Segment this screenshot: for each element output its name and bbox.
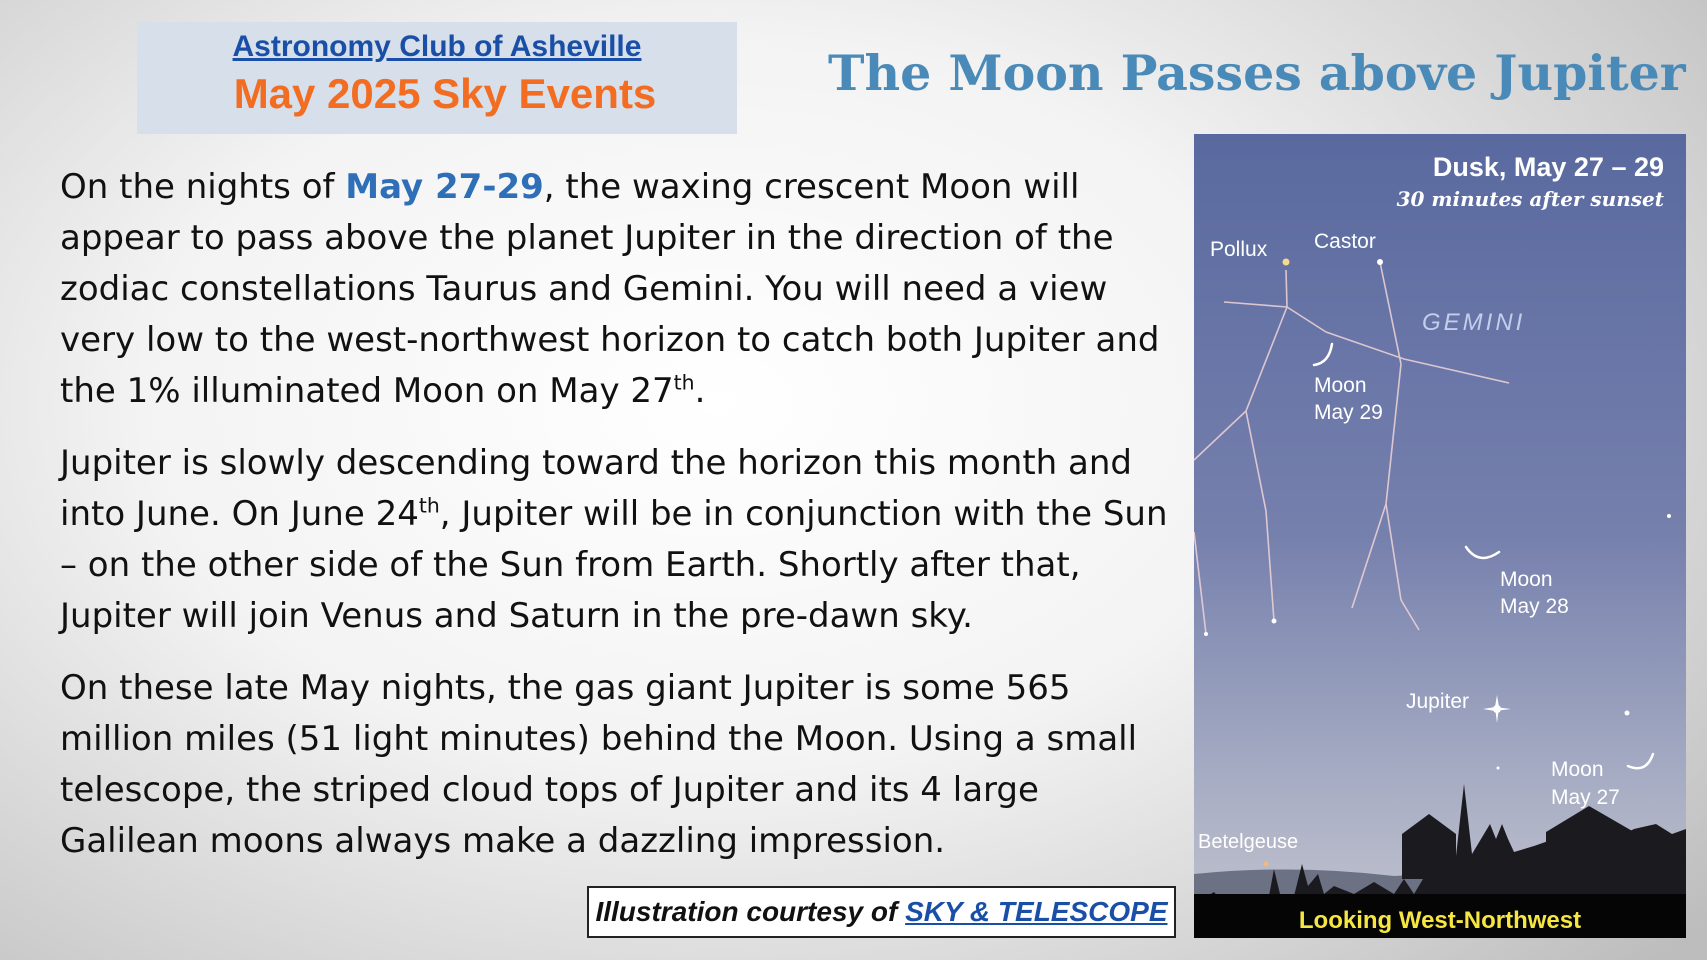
sky-chart-illustration	[1194, 134, 1686, 938]
p1-superscript: th	[673, 370, 695, 395]
body-text	[60, 162, 1170, 888]
p1-dates: May 27-29	[345, 167, 544, 207]
paragraph-2	[60, 438, 1170, 642]
betelgeuse-label: Betelgeuse	[1198, 831, 1299, 853]
moon-28-date: May 28	[1500, 595, 1569, 618]
moon-29-date: May 29	[1314, 401, 1383, 424]
p1-text-c: .	[694, 371, 706, 411]
paragraph-1	[60, 162, 1170, 417]
club-name-link[interactable]: Astronomy Club of Asheville	[232, 30, 642, 63]
slide-title: The Moon Passes above Jupiter	[828, 44, 1686, 102]
gemini-label: GEMINI	[1422, 309, 1526, 336]
paragraph-3: On these late May nights, the gas giant Jupiter is some 565 million miles (51 light minutes) behind the Moon. Using a small telescope, the striped cloud tops of Jupiter and its 4 large Galilean moons always make a dazzling impression.	[60, 668, 1138, 861]
p1-text-b: , the waxing crescent Moon will appear to pass above the planet Jupiter in the direction of the zodiac constellations Taurus and Gemini. You will need a view very low to the west-northwest horizon to catch both Jupiter and the 1% illuminated Moon on May 27	[60, 167, 1160, 411]
jupiter-label: Jupiter	[1406, 690, 1470, 713]
castor-label: Castor	[1314, 230, 1376, 253]
castor-star-dot	[1377, 259, 1383, 265]
moon-28-label: Moon	[1500, 568, 1553, 591]
chart-title: Dusk, May 27 – 29	[1432, 152, 1664, 182]
moon-27-label: Moon	[1551, 758, 1604, 781]
credit-box	[587, 886, 1176, 938]
pollux-label: Pollux	[1210, 238, 1268, 261]
credit-link[interactable]: SKY & TELESCOPE	[905, 896, 1168, 927]
p2-superscript: th	[418, 493, 440, 518]
moon-29-label: Moon	[1314, 374, 1367, 397]
header-box	[137, 22, 737, 134]
p2-text-b: , Jupiter will be in conjunction with the Sun – on the other side of the Sun from Earth. Shortly after that, Jupiter will join Venus and Saturn in the pre-dawn sky.	[60, 494, 1168, 636]
betelgeuse-star-dot	[1264, 862, 1269, 867]
events-title: May 2025 Sky Events	[233, 70, 657, 117]
moon-27-date: May 27	[1551, 786, 1620, 809]
chart-subtitle: 30 minutes after sunset	[1396, 187, 1664, 211]
p2-text-a: Jupiter is slowly descending toward the horizon this month and into June. On June 24	[60, 443, 1132, 534]
footer-caption: Looking West-Northwest	[1298, 907, 1582, 934]
p1-text-a: On the nights of	[60, 167, 346, 207]
credit-prefix: Illustration courtesy of	[595, 896, 906, 927]
pollux-star-dot	[1283, 259, 1290, 266]
